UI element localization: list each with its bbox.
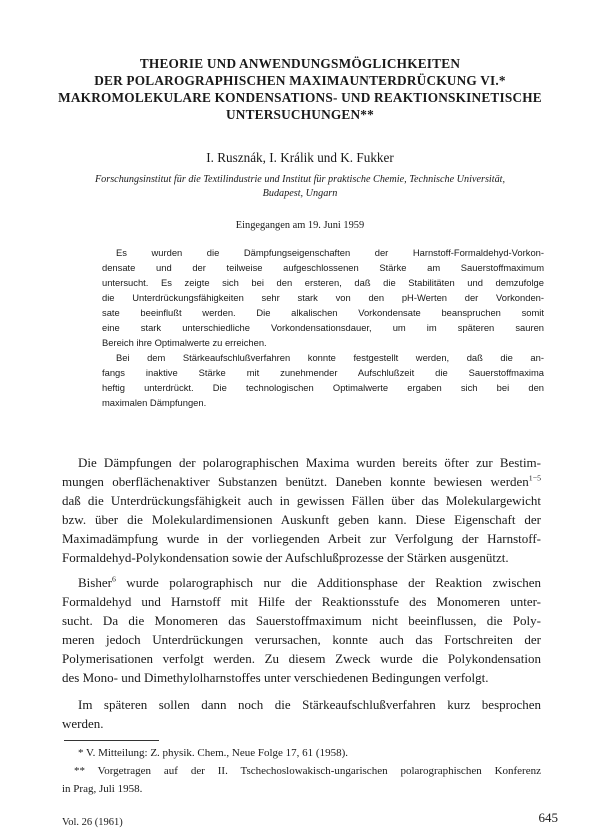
footnote: in Prag, Juli 1958.: [62, 783, 143, 795]
body-line: Im späteren sollen dann noch die Stärkeaufschlußverfahren kurz besprochen: [78, 697, 541, 712]
abstract-line: densate und der teilweise aufgeschlossenen Stärke am Sauerstoffmaximum: [102, 262, 544, 273]
footnote: ** Vorgetragen auf der II. Tschechoslowakisch-ungarischen polarographischen Konferenz: [74, 765, 541, 777]
body-line: Die Dämpfungen der polarographischen Maxima wurden bereits öfter zur Bestim-: [78, 455, 541, 470]
abstract-line: Bereich ihre Optimalwerte zu erreichen.: [102, 337, 267, 348]
body-line: meren jedoch Unterdrückungen verursachen, konnte auch das Fortschreiten der: [62, 632, 541, 647]
affiliation-line-1: Forschungsinstitut für die Textilindustrie und Institut für praktische Chemie, Technische Universität,: [94, 174, 506, 185]
body-line: Maximadämpfung wurde in der vorliegenden Arbeit zur Verfolgung der Harnstoff-: [62, 531, 541, 546]
volume-label: Vol. 26 (1961): [62, 817, 123, 828]
body-line: bzw. über die Molekulardimensionen Auskunft geben kann. Diese Eigenschaft der: [62, 512, 541, 527]
abstract-line: heftig unterdrückt. Die technologischen Optimalwerte ergaben sich bei den: [102, 382, 544, 393]
body-line: sucht. Da die Monomeren das Sauerstoffmaximum nicht beeinflussen, die Poly-: [62, 613, 541, 628]
authors: I. Rusznák, I. Králik und K. Fukker: [206, 150, 394, 165]
body-line: werden.: [62, 716, 104, 731]
body-line: des Mono- und Dimethylolharnstoffes unter verschiedenen Bedingungen verfolgt.: [62, 670, 489, 685]
abstract-line: sate beeinflußt werden. Die alkalischen Vorkondensate beanspruchen somit: [102, 307, 544, 318]
abstract-line: maximalen Dämpfungen.: [102, 397, 207, 408]
abstract-line: eine stark unterschiedliche Vorkondensationsdauer, um im späteren sauren: [102, 322, 544, 333]
body-line: daß die Unterdrückungsfähigkeit auch in gewissen Fällen über das Molekulargewicht: [62, 493, 541, 508]
citation-ref: 1−5: [528, 473, 541, 483]
abstract-line: untersucht. Es zeigte sich bei den ersteren, daß die Stabilitäten und demzufolge: [102, 277, 544, 288]
title-line-4: UNTERSUCHUNGEN**: [225, 107, 374, 122]
title-line-1: THEORIE UND ANWENDUNGSMÖGLICHKEITEN: [139, 56, 461, 71]
body-line: Polymerisationen verfolgt werden. Zu diesem Zweck wurde die Polykondensation: [62, 651, 541, 666]
body-line: mungen oberflächenaktiver Substanzen benützt. Daneben konnte bewiesen werden$^{1-5}$: [62, 473, 541, 489]
title-line-2: DER POLAROGRAPHISCHEN MAXIMAUNTERDRÜCKUNG VI.*: [94, 73, 506, 88]
footnote-divider: [64, 740, 159, 741]
body-line: Bisher$^6$ wurde polarographisch nur die Additionsphase der Reaktion zwischen: [78, 574, 541, 590]
footnote: * V. Mitteilung: Z. physik. Chem., Neue Folge 17, 61 (1958).: [78, 747, 348, 759]
abstract-line: Bei dem Stärkeaufschlußverfahren konnte festgestellt werden, daß die an-: [116, 352, 544, 363]
page-number: 645: [538, 810, 558, 825]
title-line-3: MAKROMOLEKULARE KONDENSATIONS- UND REAKTIONSKINETISCHE: [58, 90, 542, 105]
received-date: Eingegangen am 19. Juni 1959: [235, 220, 365, 231]
abstract-line: fangs inaktive Stärke mit zunehmender Aufschlußzeit die Sauerstoffmaxima: [102, 367, 544, 378]
body-line: Formaldehyd-Polykondensation sowie der Aufschlußprozesse der Stärken ausgenützt.: [62, 550, 509, 565]
citation-ref: 6: [111, 574, 116, 584]
affiliation-line-2: Budapest, Ungarn: [262, 188, 338, 199]
abstract-line: die Unterdrückungsfähigkeiten sehr stark von den pH-Werten der Vorkonden-: [102, 292, 544, 303]
body-line: Formaldehyd und Harnstoff mit Hilfe der Reaktionsstufe des Monomeren unter-: [62, 594, 541, 609]
abstract-line: Es wurden die Dämpfungseigenschaften der Harnstoff-Formaldehyd-Vorkon-: [116, 247, 544, 258]
